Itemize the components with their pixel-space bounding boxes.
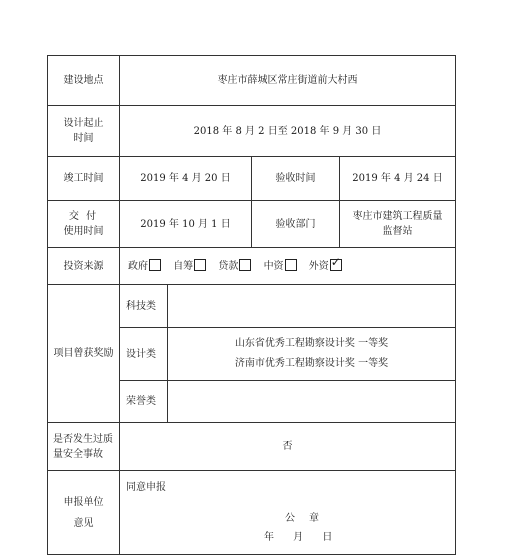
design-period-value: 2018 年 8 月 2 日至 2018 年 9 月 30 日 — [120, 106, 456, 157]
award-line: 山东省优秀工程勘察设计奖 一等奖 — [234, 338, 389, 349]
design-period-row — [48, 106, 456, 157]
acceptance-dept-value: 枣庄市建筑工程质量 监督站 — [340, 201, 456, 248]
accident-value: 否 — [120, 423, 456, 471]
completion-value: 2019 年 4 月 20 日 — [120, 157, 252, 201]
award-category-tech: 科技类 — [120, 285, 168, 328]
accident-label: 是否发生过质 量安全事故 — [48, 423, 120, 471]
funding-option-domestic[interactable]: 中资 — [264, 261, 297, 272]
delivery-row — [48, 201, 456, 248]
award-category-honor: 荣誉类 — [120, 381, 168, 423]
project-info-form — [47, 55, 456, 555]
completion-row — [48, 157, 456, 201]
acceptance-time-value: 2019 年 4 月 24 日 — [340, 157, 456, 201]
funding-option-government[interactable]: 政府 — [128, 261, 161, 272]
checkbox-icon[interactable] — [194, 259, 206, 271]
funding-options — [120, 248, 456, 285]
delivery-value: 2019 年 10 月 1 日 — [120, 201, 252, 248]
site-label: 建设地点 — [48, 56, 120, 106]
official-seal-label: 公章 — [285, 513, 333, 524]
completion-label: 竣工时间 — [48, 157, 120, 201]
acceptance-dept-label: 验收部门 — [252, 201, 340, 248]
checkbox-checked-icon[interactable] — [330, 259, 342, 271]
award-value-tech — [168, 285, 456, 328]
opinion-text: 同意申报 — [126, 482, 166, 493]
award-category-design: 设计类 — [120, 328, 168, 381]
delivery-label: 交 付 使用时间 — [48, 201, 120, 248]
funding-row — [48, 248, 456, 285]
opinion-row — [48, 471, 456, 555]
award-row-tech — [48, 285, 456, 328]
opinion-value — [120, 471, 456, 555]
checkbox-icon[interactable] — [149, 259, 161, 271]
funding-option-self-raised[interactable]: 自筹 — [173, 261, 206, 272]
funding-option-loan[interactable]: 贷款 — [218, 261, 251, 272]
award-value-design — [168, 328, 456, 381]
accident-row — [48, 423, 456, 471]
funding-label: 投资来源 — [48, 248, 120, 285]
site-value: 枣庄市薛城区常庄街道前大村西 — [120, 56, 456, 106]
design-period-label: 设计起止 时间 — [48, 106, 120, 157]
checkbox-icon[interactable] — [285, 259, 297, 271]
opinion-date: 年 月 日 — [264, 532, 333, 543]
funding-option-foreign[interactable]: 外资✓ — [309, 261, 342, 272]
opinion-label: 申报单位 意见 — [48, 471, 120, 555]
award-value-honor — [168, 381, 456, 423]
checkbox-icon[interactable] — [239, 259, 251, 271]
acceptance-time-label: 验收时间 — [252, 157, 340, 201]
awards-label: 项目曾获奖励 — [48, 285, 120, 423]
award-line: 济南市优秀工程勘察设计奖 一等奖 — [234, 358, 389, 369]
site-row — [48, 56, 456, 106]
